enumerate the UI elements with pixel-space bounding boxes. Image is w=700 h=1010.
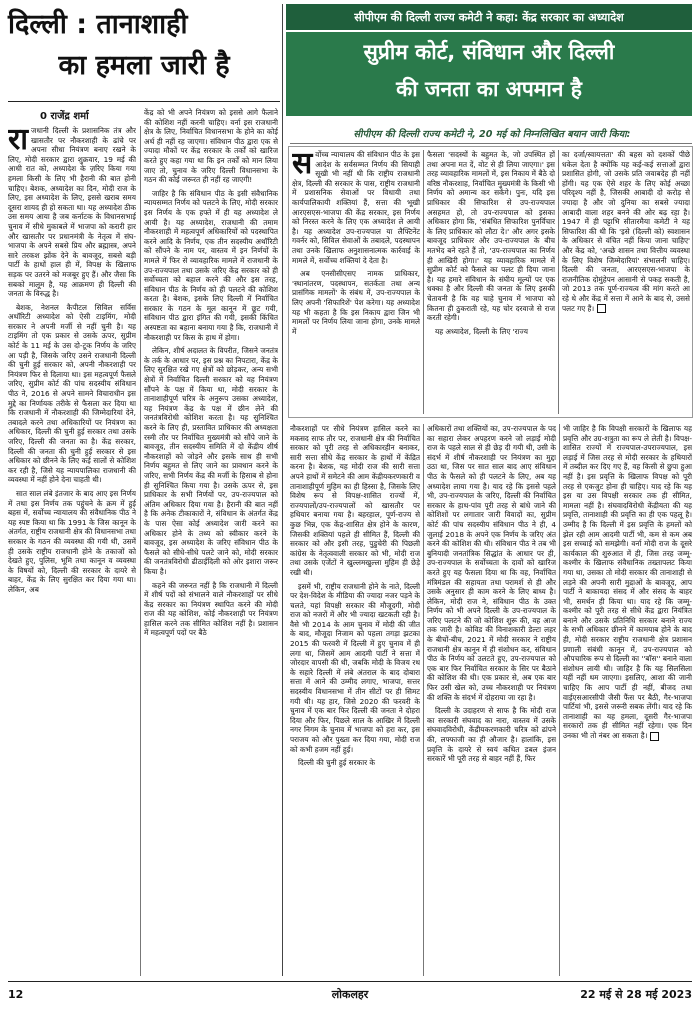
lower-col2-para1: अधिकारों तथा शक्तियों का, उप-राज्यपाल के पद का सहारा लेकर अपहरण करने जो लड़ाई मोदी राज के पहले साल से ही छेड़ दी गयी थी, उसी के संदर्भ में शीर्ष नौकरशाही पर नियंत्रण का मुद्दा उठा था, जिस पर सात साल बाद आए संविधान पीठ के फैसले को ही पलटने के लिए, अब यह अध्यादेश लाया गया है। याद रहे कि इससे पहले भी, उप-राज्यपाल के जरिए, दिल्ली की निर्वाचित सरकार के हाथ-पांव पूरी तरह से बांधे जाने की कोशिशों पर लगातार जारी विवादों का, सुप्रीम कोर्ट की पांच सदस्यीय संविधान पीठ ने ही, 4 जुलाई 2018 के अपने एक निर्णय के जरिए अंत करने की कोशिश की थी। संविधान पीठ ने तब भी बुनियादी जनतांत्रिक सिद्धांत के आधार पर ही, उप-राज्यपाल के सर्वोच्चता के दावों को खारिज करते हुए यह फैसला दिया था कि वह, निर्वाचित मंत्रिमंडल की सहायता तथा परामर्श से ही और उसके अनुसार ही काम करने के लिए बाध्य है। लेकिन, मोदी राज ने, संविधान पीठ के उक्त निर्णय को भी अपने दिल्ली के उप-राज्यपाल के जरिए पलटने की जो कोशिश शुरू की, वह आज तक जारी है। कोविड की विनाशकारी डेल्टा लहर के बीचों-बीच, 2021 में मोदी सरकार ने राष्ट्रीय राजधानी क्षेत्र कानून में ही संशोधन कर, संविधान पीठ के निर्णय को उलटते हुए, उप-राज्यपाल को एक बार फिर निर्वाचित सरकार के सिर पर बैठाने की कोशिश की थी। एक प्रकार से, अब एक बार फिर उसी खेल को, उच्च नौकरशाही पर नियंत्रण की शक्ति के संदर्भ में दोहराया जा रहा है। bbox=[427, 424, 556, 702]
end-square-icon bbox=[597, 304, 606, 313]
left-col1-para3: सात साल लंबे इंतजार के बाद आए इस निर्णय में तथा इस निर्णय तक पहुंचने के क्रम में हुई बहस में, सर्वोच्च न्यायालय की संवैधानिक पीठ ने यह स्पष्ट किया था कि 1991 के जिस कानून के अंतर्गत, राष्ट्रीय राजधानी क्षेत्र की विधानसभा तथा सरकार के गठन की व्यवस्था की गयी थी, उसमें ही उसके राष्ट्रीय राजधानी होने के तकाजों को देखते हुए, पुलिस, भूमि तथा कानून व व्यवस्था के विषयों को, दिल्ली की सरकार के दायरे से बाहर, केंद्र के लिए सुरक्षित कर दिया गया था। लेकिन, अब bbox=[8, 488, 136, 594]
author: 0 राजेंद्र शर्मा bbox=[40, 111, 89, 122]
banner bbox=[286, 4, 692, 30]
left-col2-para2: जाहिर है कि संविधान पीठ के इसी संवैधानिक न्यायसम्मत निर्णय को पलटने के लिए, मोदी सरकार इस निर्णय के एक हफ्ते में ही यह अध्यादेश ले आयी है। यह अध्यादेश, राजधानी की तमाम नौकरशाही में महत्वपूर्ण अधिकारियों को पदस्थापित करने आदि के निर्णय, एक तीन सदस्यीय अथॉरिटी को सौंपने के नाम पर, वास्तव में इन निर्णयों के मामले में फिर से व्यावहारिक मामले में राजधानी के उप-राज्यपाल तथा उसके जरिए केंद्र सरकार को ही सर्वोच्चता को बहाल करने की और इस तरह, संविधान पीठ के निर्णय को ही पलटने की कोशिश करता है। बेशक, इसके लिए दिल्ली में निर्वाचित सरकार के गठन के मूल कानून में छूट गयी, संविधान पीठ द्वारा इंगित की गयी, इसकी किंचित अस्पष्टता का बहाना बनाया गया है कि, राजधानी में नौकरशाही पर किस के हाथ में होगा। bbox=[144, 188, 278, 342]
left-col2-para1: केंद्र को भी अपने नियंत्रण को इससे आगे फैलाने की कोशिश नहीं करनी चाहिए। वर्ना इस राजधानी क्षेत्र के लिए, निर्वाचित विधानसभा के होने का कोई अर्थ ही नहीं रह जाएगा। संविधान पीठ द्वारा एक से ज्यादा मौकों पर केंद्र सरकार के तर्कों को खारिज करते हुए कहा गया था कि इन तर्कों को मान लिया जाए तो, चुनाव के जरिए दिल्ली विधानसभा के गठन की कोई जरूरत ही नहीं रह जाएगी! bbox=[144, 108, 278, 185]
headline-divider bbox=[8, 101, 280, 102]
lower-col1-para3: दिल्ली की चुनी हुई सरकार के bbox=[298, 758, 376, 768]
lower-col1-para1: नौकरशाहों पर सीधे नियंत्रण हासिल करने का मकसद साफ तौर पर, राजधानी क्षेत्र की निर्वाचित सरकार को पूरी तरह से अधिकारहीन बनाकर, सारी सत्ता सीधे केंद्र सरकार के हाथों में केंद्रित करना है। बेशक, यह मोदी राज की सारी सत्ता अपने हाथों में समेटने की आम केंद्रीयकरणकारी व तानाशाहीपूर्ण मुहिम का ही हिस्सा है, जिसके लिए विशेष रूप से विपक्ष-शासित राज्यों में, राज्यपालों/उप-राज्यपालों को खासतौर पर हथियार बनाया गया है। बहरहाल, पूर्ण-राज्य से कुछ भिन्न, एक केंद्र-शासित क्षेत्र होने के कारण, जिसकी शक्तियां पहले ही सीमित हैं, दिल्ली की सरकार को और इसी तरह, पुडुचेरी की पिछली कांग्रेस के नेतृत्ववाली सरकार को भी, मोदी राज तथा उसके एजेंटों ने खुल्लमखुल्ला मुहिम ही छेड़े रखी थी। bbox=[290, 424, 420, 577]
left-col1-para1: जधानी दिल्ली के प्रशासनिक तंत्र और खासतौर पर नौकरशाही के ढांचे पर अपना सीधा नियंत्रण बनाए रखने के लिए, मोदी सरकार द्वारा शुक्रवार, 19 मई की आधी रात को, अध्यादेश के ज़रिए किया गया हमला किसी के लिए भी हैरानी की बात होनी चाहिए। बेशक, अध्यादेश का दिन, मोदी राज के लिए, इस अध्यादेश के लिए, इससे खराब समय दूसरा शायद ही हो सकता था। यह अध्यादेश ठीक उस समय आया है जब कर्नाटक के विधानसभाई चुनाव में सीधे मुकाबले में भाजपा को करारी हार और खासतौर पर प्रधानमंत्री के नेतृत्व में संघ-भाजपा के अपने सबसे प्रिय और ब्रह्मास्त्र, अपने सारे तरकश झोंक देने के बावजूद, सबसे बड़ी पार्टी के हाथों हाल ही में, विपक्ष के खिलाफ सड़क पर उतरने को मजबूर हुए हैं। और जैसा कि सबको मालूम है, यह आक्रमण ही दिल्ली की जनता के विरुद्ध है। bbox=[8, 126, 136, 299]
lower-col-1 bbox=[290, 424, 420, 976]
section-divider bbox=[282, 4, 283, 976]
right-col-1 bbox=[292, 150, 420, 414]
dropcap-sa: स bbox=[292, 150, 313, 181]
lower-col-2 bbox=[427, 424, 556, 976]
subhead-rule bbox=[290, 143, 692, 144]
footer-page-number: 12 bbox=[8, 988, 24, 1001]
footer-rule bbox=[8, 981, 692, 982]
left-headline-line1: दिल्ली : तानाशाही bbox=[8, 9, 188, 40]
left-headline-line2: का हमला जारी है bbox=[58, 50, 230, 81]
dropcap-ra: रा bbox=[8, 126, 29, 157]
col-divider bbox=[140, 126, 141, 976]
banner-text: सीपीएम की दिल्ली राज्य कमेटी ने कहा: केंद्र सरकार का अध्यादेश bbox=[354, 10, 624, 24]
end-square-icon bbox=[650, 732, 659, 741]
left-headline-block bbox=[8, 6, 280, 98]
col-divider bbox=[423, 150, 424, 414]
left-col2-para4: कहने की जरूरत नहीं है कि राजधानी में दिल्ली में शीर्ष पदों को संभालने वाले नौकरशाहों पर सीधे केंद्र सरकार का नियंत्रण स्थापित करने की मोदी राज की यह कोशिश, कोई नौकरशाही पर नियंत्रण हासिल करने तक सीमित कोशिश नहीं है। प्रशासन में महत्वपूर्ण पदों पर बैठे bbox=[144, 580, 278, 638]
left-col1-para2: बेशक, नेशनल कैपीटल सिविल सर्विस अथॉरिटी अध्यादेश को ऐसी टाइमिंग, मोदी सरकार ने अपनी मर्जी से नहीं चुनी है। यह टाइमिंग तो एक प्रकार से उसके ऊपर, सुप्रीम कोर्ट के 11 मई के उस दो-टूक निर्णय के जरिए आ पड़ी है, जिसके जरिए उसने राजधानी दिल्ली की चुनी हुई सरकार को, अपनी नौकरशाही पर नियंत्रण फिर से दिलाया था। इस महत्वपूर्ण फैसले जरिए, सुप्रीम कोर्ट की पांच सदस्यीय संविधान पीठ ने, 2016 से अपने सामने विचाराधीन इस मुद्दे का निर्णायक तरीके से फैसला कर दिया था कि राजधानी में नौकरशाही की जिम्मेदारियां देने, तबादले करने तथा अधिकारियों पर नियंत्रण का अधिकार, दिल्ली की चुनी हुई सरकार तथा उसके जरिए, दिल्ली की जनता का है। केंद्र सरकार, दिल्ली की जनता की चुनी हुई सरकार से इस अधिकार को छीनने के लिए कई सालों से कोशिश कर रही है, जिसे यह न्यायपालिका राजधानी की व्यवस्था में नहीं होने देना चाहती थी। bbox=[8, 302, 136, 485]
right-col-3 bbox=[562, 150, 690, 414]
lower-col1-para2: इसमें भी, राष्ट्रीय राजधानी होने के नाते, दिल्ली पर देश-विदेश के मीडिया की ज्यादा नजर पड़ने के चलते, यहां विपक्षी सरकार की मौजूदगी, मोदी राज को नजरों में और भी ज्यादा खटकती रही है। वैसे भी 2014 के आम चुनाव में मोदी की जीत के बाद, मौजूदा निजाम को पहला तगड़ा झटका 2015 की फरवरी में दिल्ली में हुए चुनाव में ही लगा था, जिसमें आम आदमी पार्टी ने सत्ता में जोरदार वापसी की थी, जबकि मोदी के विजय रथ के सहारे दिल्ली में लंबे अंतराल के बाद दोबारा सत्ता में आने की उम्मीद लगाए, भाजपा, सत्तर सदस्यीय विधानसभा में तीन सीटों पर ही सिमट गयी थी। यह हार, जिसे 2020 की फरवरी के चुनाव में एक बार फिर दिल्ली की जनता ने दोहरा दिया और फिर, पिछले साल के आखिर में दिल्ली नगर निगम के चुनाव में भाजपा को हरा कर, इस पराजय को और पुख्ता कर दिया गया, मोदी राज को कभी हजम नहीं हुई। bbox=[290, 581, 420, 754]
lower-col2-para2: दिल्ली के उदाहरण से साफ है कि मोदी राज का सरकारी संघवाद का नारा, वास्तव में उसके संघवादविरोधी, केंद्रीयकरणकारी चरित्र को ढांपने की, लफ्फाजी का ही औजार है। हालांकि, इस प्रवृत्ति के दायरे से स्वयं कथित डबल इंजन सरकारें भी पूरी तरह से बाहर नहीं हैं, फिर bbox=[427, 706, 556, 764]
right-headline-block bbox=[286, 32, 692, 116]
left-col-1 bbox=[8, 126, 136, 976]
right-col-2 bbox=[427, 150, 555, 414]
footer-publication: लोकलहर bbox=[331, 988, 369, 1001]
lower-col-3 bbox=[563, 424, 692, 976]
col-divider bbox=[558, 150, 559, 414]
lower-col3-para1: भी जाहिर है कि विपक्षी सरकारों के खिलाफ यह प्रवृत्ति और उग्र-शत्रुता का रूप ले लेती है। विपक्ष-शासित राज्यों में राज्यपाल-उपराज्यपाल, इस लड़ाई में जिस तरह से मोदी सरकार के हथियारों में तब्दील कर दिए गए हैं, वह किसी से छुपा हुआ नहीं है। इस प्रवृत्ति के खिलाफ विपक्ष को पूरी तरह से एकजुट होना ही चाहिए। याद रहे कि यह इस या उस विपक्षी सरकार तक ही सीमित, मामला नहीं है। संघवादविरोधी केंद्रीयता की यह प्रवृत्ति, तानाशाही की प्रवृत्ति का ही एक पहलू है। उम्मीद है कि दिल्ली में इस प्रवृत्ति के हमलों को झेल रही आम आदमी पार्टी भी, कम से कम अब इस सच्चाई को समझेगी। वर्ना मोदी राज के दूसरे कार्यकाल की शुरुआत में ही, जिस तरह जम्मू-कश्मीर के खिलाफ संवैधानिक तख्तापलट किया गया था, उसका तो मोदी सरकार की तानाशाही से लड़ने की अपनी सारी मुद्राओं के बावजूद, आप पार्टी ने बाकायदा संसद में और संसद के बाहर भी, समर्थन ही किया था। याद रहे कि जम्मू-कश्मीर को पूरी तरह से सीधे केंद्र द्वारा नियंत्रित बनाने और उसके प्रतिनिधि सरकार बनाने राज्य के सभी अधिकार छीनने में कामयाब होने के बाद ही, मोदी सरकार राष्ट्रीय राजधानी क्षेत्र प्रशासन प्रणाली संबंधी कानून में, उप-राज्यपाल को औपचारिक रूप से दिल्ली का ''बॉस'' बनाने वाला संशोधन लायी थी। जाहिर है कि यह सिलसिला यहीं नहीं थम जाएगा। इसलिए, आशा की जानी चाहिए कि आप पार्टी ही नहीं, बीजद तथा वाईएसआरसीपी जैसी फैंस पर बैठी, गैर-भाजपा पार्टियां भी, इससे जरूरी सबक लेंगी। याद रहे कि तानाशाही का यह हमला, दूसरी गैर-भाजपा सरकारों तक ही सीमित नहीं रहेगा। एक दिन उनका भी तो नंबर आ सकता है। bbox=[563, 424, 692, 740]
right-col1-para2: अब एनसीसीएसए नामक प्राधिकार, 'स्थानांतरण, पदस्थापन, सतर्कता तथा अन्य प्रासंगिक मामलों' के संबंध में, उप-राज्यपाल के लिए अपनी 'सिफारिशें' पेश करेगा। यह अध्यादेश यह भी कहता है कि इस निकाय द्वारा जिन भी मामलों पर निर्णय लिया जाना होगा, उनके मामले में bbox=[292, 269, 420, 336]
footer-date: 22 मई से 28 मई 2023 bbox=[580, 988, 692, 1001]
left-col2-para3: लेकिन, शीर्ष अदालत के विपरीत, जिसने जनतंत्र के तर्क के आधार पर, इस प्रश्न का निपटारा, केंद्र के लिए सुरक्षित रखे गए क्षेत्रों को छोड़कर, अन्य सभी क्षेत्रों में निर्वाचित दिल्ली सरकार को यह नियंत्रण सौंपने के पक्ष में किया था, मोदी सरकार के तानाशाहीपूर्ण चरित्र के अनुरूप उसका अध्यादेश, यह नियंत्रण केंद्र के पक्ष में छीन लेने की जनतंत्रविरोधी कोशिश करता है। यह सुनिश्चित करने के लिए ही, प्रस्तावित प्राधिकार की अध्यक्षता रस्मी तौर पर निर्वाचित मुख्यमंत्री को सौंपे जाने के बावजूद, तीन सदस्यीय समिति में दो केंद्रीय शीर्ष नौकरशाहों को जोड़ने और इसके साथ ही सभी निर्णय बहुमत से लिए जाने का प्रावधान करने के जरिए, सभी निर्णय केंद्र की मर्जी के हिसाब से होना ही सुनिश्चित किया गया है। उसके ऊपर से, इस प्राधिकार के सभी निर्णयों पर, उप-राज्यपाल को अंतिम अधिकार दिया गया है। हैरानी की बात नहीं है कि अनेक टीकाकारों ने, संविधान के अंतर्गत केंद्र के पास ऐसा कोई अध्यादेश जारी करने का अधिकार होने के तथ्य को स्वीकार करने के बावजूद, इस अध्यादेश के जरिए संविधान पीठ के फैसले को सीधे-सीधे पलटे जाने को, मोदी सरकार की जनतंत्रविरोधी ढीठाईदिली को ओर इशारा जरूर किया है। bbox=[144, 346, 278, 576]
right-col2-para2: यह अध्यादेश, दिल्ली के लिए 'राज्य bbox=[435, 326, 528, 336]
subhead-text: सीपीएम की दिल्ली राज्य कमेटी ने, 20 मई को निम्नलिखित बयान जारी किया: bbox=[353, 129, 631, 140]
col-divider bbox=[559, 424, 560, 976]
right-col3-para1: का दर्जा/स्वायत्तता' की बहस को दशकों पीछे धकेल देता है क्योंकि यह कई-कई सत्ताओं द्वारा प्रशासित होगी, जो उसके प्रति जवाबदेह ही नहीं होंगी। यह एक ऐसे शहर के लिए कोई अच्छा परिदृश्य नहीं है, जिसकी आबादी दो करोड़ से ज्यादा है और जो दुनिया का सबसे ज्यादा आबादी वाला शहर बनने की ओर बढ़ रहा है। 1947 में ही पट्टाभि सीतारमैया कमेटी ने यह सिफारिश की थी कि 'इसे (दिल्ली को) स्वशासन के अधिकार से वंचित नहीं किया जाना चाहिए' और केंद्र को, 'अच्छे शासन तथा वित्तीय व्यवस्था के लिए विशेष जिम्मेदारियां' संभालनी चाहिए। दिल्ली की जनता, आरएसएस-भाजपा के राजनीतिक दोमुंहेपन आसानी से पकड़ सकती है, जो 2013 तक पूर्ण-राज्यत्व की मांग करते आ रहे थे और केंद्र में सत्ता में आने के बाद से, उससे पलट गए हैं। bbox=[562, 150, 690, 313]
col-divider bbox=[423, 424, 424, 976]
right-headline-line2: की जनता का अपमान है bbox=[396, 77, 582, 101]
left-col-2 bbox=[144, 108, 278, 976]
right-col1-para1: र्वोच्च न्यायालय की संविधान पीठ के इस आदेश के सर्वसम्मत निर्णय की सियाही सूखी भी नहीं थी कि राष्ट्रीय राजधानी क्षेत्र, दिल्ली की सरकार के पास, राष्ट्रीय राजधानी में प्रशासनिक सेवाओं पर विधायी तथा कार्यपालिकायी शक्तियां हैं, सत्ता की भूखी आरएसएस-भाजपा की केंद्र सरकार, इस निर्णय को निरस्त करने के लिए एक अध्यादेश ले आयी है। यह अध्यादेश उप-राज्यपाल या लैफ्टिनेंट गवर्नर को, सिविल सेवाओं के तबादले, पदस्थापन तथा उनके खिलाफ अनुशासनात्मक कार्रवाई के मामले में, सर्वोच्च शक्तियां दे देता है। bbox=[292, 150, 420, 265]
subhead bbox=[290, 122, 694, 140]
right-headline-line1: सुप्रीम कोर्ट, संविधान और दिल्ली bbox=[363, 40, 615, 64]
right-col2-para1: फैसला 'सदस्यों के बहुमत के, जो उपस्थित हों तथा अपना मत दें, वोट से ही लिया जाएगा।' इस तरह व्यावहारिक मामलों में, इस निकाय में बैठे दो वरिष्ठ नौकरशाह, निर्वाचित मुख्यमंत्री के किसी भी निर्णय को अमान्य कर सकेंगे। पुनः, यदि इस प्राधिकार की सिफारिश से उप-राज्यपाल असहमत हो, तो उप-राज्यपाल को इसका अधिकार होगा कि, 'संबंधित सिफारिश पुनर्विचार के लिए प्राधिकार को लौटा दे।' और अगर इसके बावजूद प्राधिकार और उप-राज्यपाल के बीच मतभेद बने रहते हैं तो, 'उप-राज्यपाल का निर्णय ही आखिरी होगा।' यह व्यावहारिक मामले में सुप्रीम कोर्ट को फैसले का पलट ही दिया जाना है। यह हमारे संविधान के संघीय मूल्यों पर एक धक्का है और दिल्ली की जनता के लिए इसकी चेतावनी है कि वह चाहे चुनाव में भाजपा को कितना ही ठुकराती रहे, यह चोर दरवाजे से राज करती रहेगी। bbox=[427, 150, 555, 323]
